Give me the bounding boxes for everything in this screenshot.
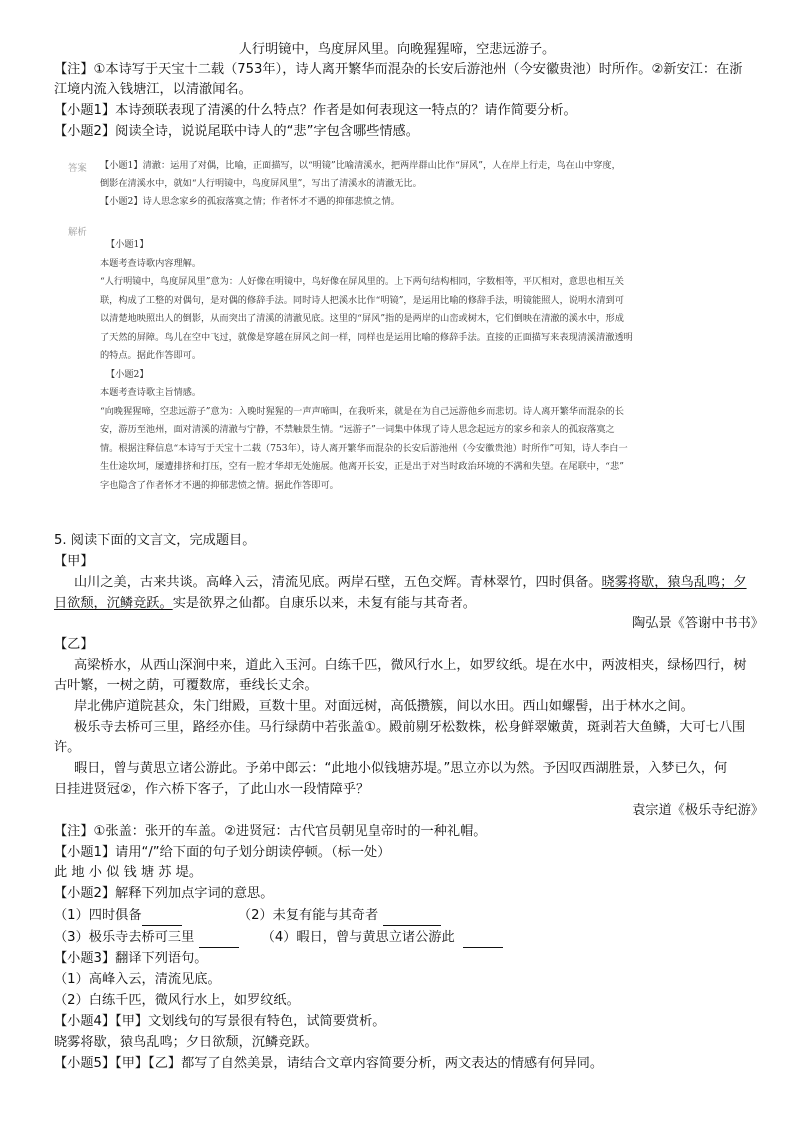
answer-blank[interactable]	[463, 933, 503, 948]
analysis-line: “向晚猩猩啼，空悲远游子”意为：入晚时猩猩的一声声啼叫，在我听来，就是在为自己远游他乡而悲切。诗人离开繁华而混杂的长	[100, 405, 624, 417]
analysis-line: 【小题2】	[106, 368, 149, 380]
jia-underlined-text: 日欲颓，沉鳞竞跃。	[54, 596, 173, 611]
jia-underlined-text: 晓雾将歇，猿鸟乱鸣；夕	[601, 575, 747, 590]
analysis-line: 本题考查诗歌主旨情感。	[100, 387, 202, 398]
subquestion-3-item: （1）高峰入云，清流见底。	[54, 972, 221, 987]
answer-blank[interactable]	[383, 911, 441, 926]
yi-line: 暇日，曾与黄思立诸公游此。予弟中郎云：“此地小似钱塘苏堤。”思立亦以为然。予因叹西湖胜景，入梦已久，何	[74, 761, 728, 776]
jia-paragraph-line-2	[54, 594, 476, 614]
poem-note-line-1: 【注】①本诗写于天宝十二载（753年），诗人离开繁华而混杂的长安后游池州（今安徽贵池）时所作。②新安江：在浙	[54, 62, 743, 77]
jia-text: 山川之美，古来共谈。高峰入云，清流见底。两岸石壁，五色交辉。青林翠竹，四时俱备。	[74, 575, 602, 590]
sq2-item: （1）四时俱备	[54, 908, 142, 923]
yi-line: 岸北佛庐道院甚众，朱门绀殿，亘数十里。对面远树，高低攒簇，间以水田。西山如螺髻，出于林水之间。	[74, 699, 694, 714]
q5-heading: 5. 阅读下面的文言文，完成题目。	[54, 533, 256, 548]
poem-note-line-2: 江境内流入钱塘江，以清澈闻名。	[54, 82, 252, 97]
answer-line: 【小题2】诗人思念家乡的孤寂落寞之情；作者怀才不遇的抑郁悲愤之情。	[100, 196, 400, 207]
yi-line: 古叶繁，一树之荫，可覆数席，垂线长丈余。	[54, 678, 318, 693]
answer-block	[100, 157, 720, 211]
answer-label: 答案	[68, 163, 87, 174]
poem-question-2: 【小题2】阅读全诗，说说尾联中诗人的“悲”字包含哪些情感。	[54, 124, 419, 139]
subquestion-1-sentence: 此 地 小 似 钱 塘 苏 堤。	[54, 865, 203, 880]
sq2-item: （2）未复有能与其奇者	[237, 908, 379, 923]
analysis-line: 的特点。据此作答即可。	[100, 350, 202, 361]
analysis-line: 以清楚地映照出人的倒影，从而突出了清溪的清澈见底。这里的“屏风”指的是两岸的山峦或树木，它们倒映在清澈的溪水中，形成	[100, 313, 624, 324]
yi-line: 日挂进贤冠②，作六桥下客子，了此山水一段情障乎？	[54, 782, 370, 797]
answer-line: 【小题1】清澈：运用了对偶，比喻，正面描写，以“明镜”比喻清溪水，把两岸群山比作“屏风”，人在岸上行走，鸟在山中穿度，	[100, 160, 621, 171]
analysis-line: 安，游历至池州，面对清溪的清澈与宁静，不禁触景生情。“远游子”一词集中体现了诗人思念起远方的家乡和亲人的孤寂落寞之	[100, 424, 615, 435]
analysis-line: “人行明镜中，鸟度屏风里”意为：人好像在明镜中，鸟好像在屏风里的。上下两句结构相同，字数相等，平仄相对，意思也相互关	[100, 276, 624, 287]
jia-text: 实是欲界之仙都。自康乐以来，未复有能与其奇者。	[172, 596, 476, 611]
analysis-line: 生仕途坎坷，屡遭排挤和打压，空有一腔才华却无处施展。他离开长安，正是出于对当时政治环境的不满和失望。在尾联中，“悲”	[100, 461, 624, 472]
q5-note: 【注】①张盖：张开的车盖。②进贤冠：古代官员朝见皇帝时的一种礼帽。	[54, 824, 487, 839]
sq2-item: （3）极乐寺去桥可三里	[54, 930, 195, 945]
analysis-line: 本题考查诗歌内容理解。	[100, 257, 202, 269]
analysis-line: 了天然的屏障。鸟儿在空中飞过，就像是穿越在屏风之间一样，同样也是运用比喻的修辞手法。直接的正面描写来表现清溪清澈透明	[100, 331, 633, 343]
jia-label: 【甲】	[54, 554, 94, 569]
subquestion-3-item: （2）白练千匹，微风行水上，如罗纹纸。	[54, 993, 300, 1008]
yi-source: 袁宗道《极乐寺纪游》	[632, 803, 764, 818]
subquestion-2: 【小题2】解释下列加点字词的意思。	[54, 886, 274, 901]
analysis-line: 联，构成了工整的对偶句，是对偶的修辞手法。同时诗人把溪水比作“明镜”，是运用比喻的修辞手法，明镜能照人，说明水清到可	[100, 294, 624, 306]
subquestion-5: 【小题5】【甲】【乙】都写了自然美景，请结合文章内容简要分析，两文表达的情感有何异同。	[54, 1056, 604, 1071]
yi-line: 许。	[54, 740, 81, 755]
analysis-line: 字也隐含了作者怀才不遇的抑郁悲愤之情。据此作答即可。	[100, 479, 339, 491]
analysis-block	[100, 236, 720, 495]
analysis-line: 情。根据注释信息“本诗写于天宝十二载（753年），诗人离开繁华而混杂的长安后游池州（今安徽贵池）时所作”可知，诗人李白一	[100, 442, 628, 454]
subquestion-3: 【小题3】翻译下列语句。	[54, 951, 208, 966]
sq2-item: （4）暇日，曾与黄思立诸公游此	[261, 930, 455, 945]
jia-paragraph-line-1	[74, 573, 747, 593]
yi-line: 极乐寺去桥可三里，路经亦佳。马行绿荫中若张盖①。殿前剔牙松数株，松身鲜翠嫩黄，斑剥若大鱼鳞，大可七八围	[74, 720, 746, 735]
subquestion-2-row-2	[54, 928, 503, 948]
poem-question-1: 【小题1】本诗颈联表现了清溪的什么特点？作者是如何表现这一特点的？请作简要分析。	[54, 103, 577, 118]
analysis-label: 解析	[68, 227, 87, 238]
subquestion-4-text: 晓雾将歇，猿鸟乱鸣；夕日欲颓，沉鳞竞跃。	[54, 1035, 318, 1050]
subquestion-2-row-1	[54, 906, 441, 926]
answer-blank[interactable]	[199, 933, 239, 948]
yi-label: 【乙】	[54, 637, 94, 652]
subquestion-4: 【小题4】【甲】文划线句的写景很有特色，试简要赏析。	[54, 1014, 386, 1029]
subquestion-1: 【小题1】请用“/”给下面的句子划分朗读停顿。（标一处）	[54, 845, 391, 860]
answer-line: 倒影在清溪水中，就如“人行明镜中，鸟度屏风里”，写出了清溪水的清澈无比。	[100, 178, 422, 189]
answer-blank[interactable]	[142, 911, 182, 926]
jia-source: 陶弘景《答谢中书书》	[632, 616, 764, 631]
poem-last-line: 人行明镜中，鸟度屏风里。向晚猩猩啼，空悲远游子。	[238, 42, 556, 57]
yi-line: 高梁桥水，从西山深涧中来，道此入玉河。白练千匹，微风行水上，如罗纹纸。堤在水中，两波相夹，绿杨四行，树	[74, 658, 747, 673]
analysis-line: 【小题1】	[106, 239, 149, 250]
